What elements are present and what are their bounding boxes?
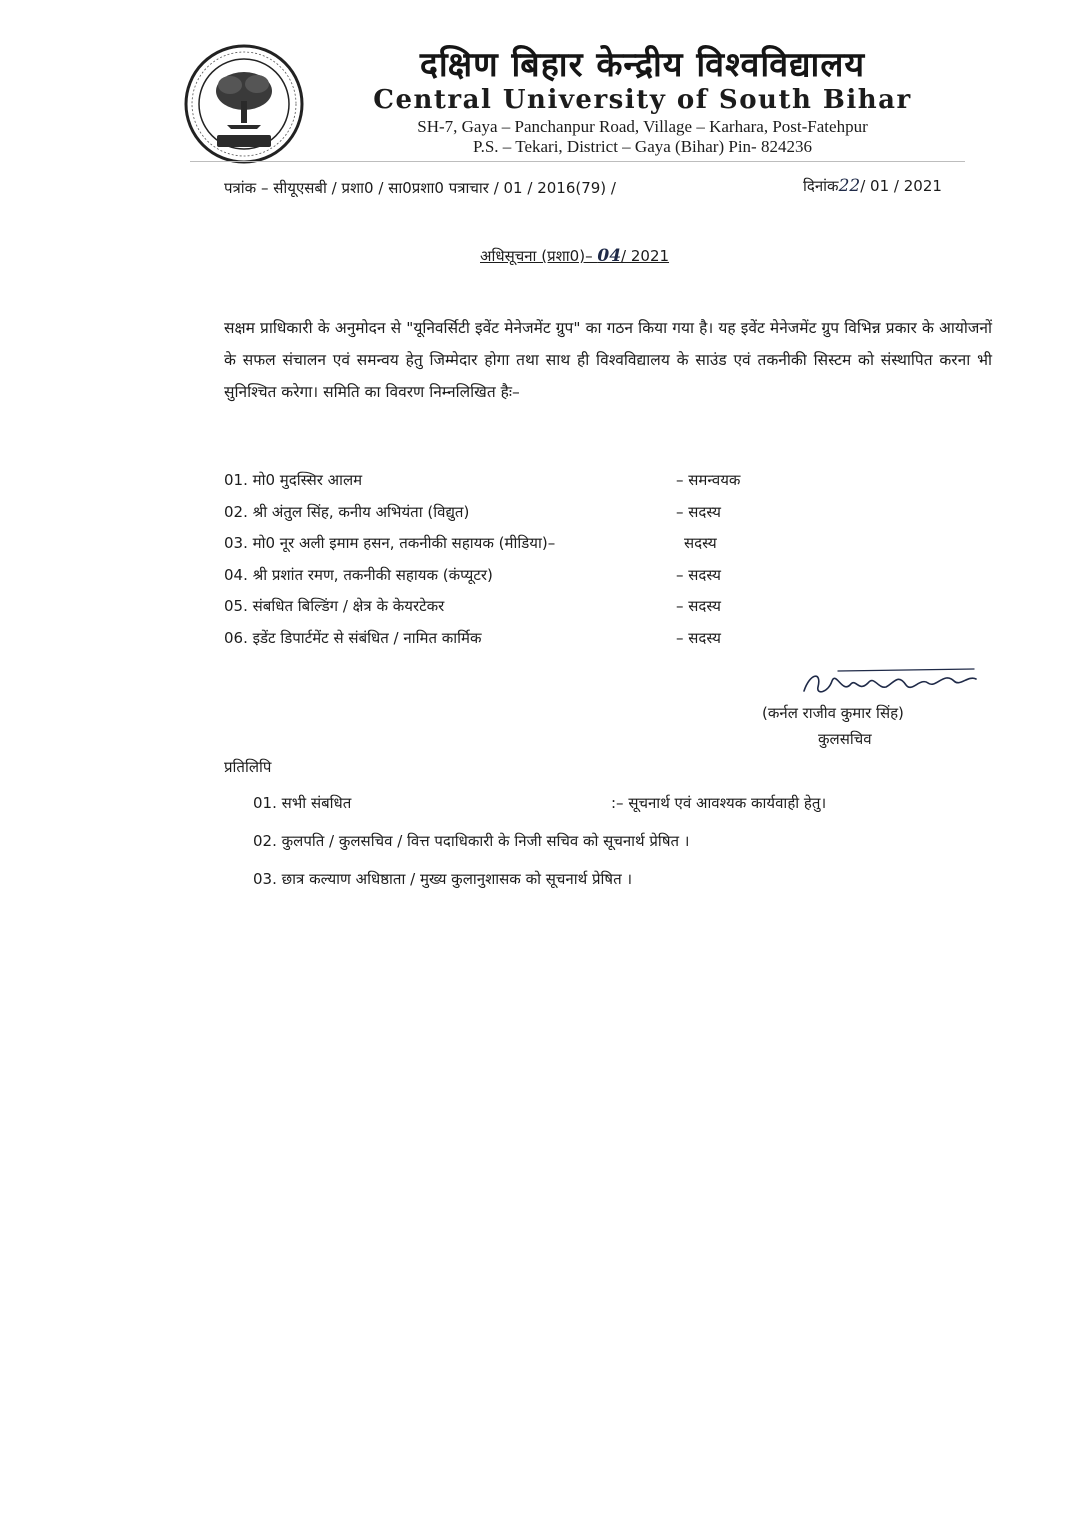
member-role: – सदस्य [676,597,721,615]
notification-title-prefix: अधिसूचना (प्रशा0)– [480,247,598,265]
notification-title [480,246,669,266]
committee-members-list [224,470,824,659]
registrar-signature [798,663,988,703]
copy-to-item [253,869,953,907]
letter-reference-number: पत्रांक – सीयूएसबी / प्रशा0 / सा0प्रशा0 पत्राचार / 01 / 2016(79) / [224,179,616,197]
member-row [224,502,824,534]
member-name: 02. श्री अंतुल सिंह, कनीय अभियंता (विद्युत) [224,502,470,521]
copy-to-recipient: 02. कुलपति / कुलसचिव / वित्त पदाधिकारी के निजी सचिव को सूचनार्थ प्रेषित । [253,832,690,850]
member-role: – समन्वयक [676,471,741,489]
member-row [224,470,824,502]
member-role: – सदस्य [676,628,721,647]
member-name: 06. इडेंट डिपार्टमेंट से संबंधित / नामित कार्मिक [224,628,482,647]
address-line-2: P.S. – Tekari, District – Gaya (Bihar) Pin- 824236 [473,137,812,156]
copy-to-purpose: :– सूचनार्थ एवं आवश्यक कार्यवाही हेतु। [611,794,827,812]
copy-to-item [253,793,953,831]
member-row [224,565,824,597]
member-name: 04. श्री प्रशांत रमण, तकनीकी सहायक (कंप्यूटर) [224,565,493,584]
university-seal-logo [183,43,305,165]
address-line-1: SH-7, Gaya – Panchanpur Road, Village – Karhara, Post-Fatehpur [417,117,868,136]
copy-to-recipient: 03. छात्र कल्याण अधिष्ठाता / मुख्य कुलानुशासक को सूचनार्थ प्रेषित । [253,870,633,888]
member-name: 01. मो0 मुदस्सिर आलम [224,471,363,489]
member-row [224,628,824,660]
notification-number-handwritten: 04 [597,246,622,266]
signatory-designation: कुलसचिव [818,730,872,748]
signatory-name: (कर्नल राजीव कुमार सिंह) [762,704,904,722]
university-name-english: Central University of South Bihar [373,85,912,115]
member-role: – सदस्य [676,502,721,521]
member-role: – सदस्य [676,565,721,584]
letterhead-divider [190,161,965,162]
notification-body: सक्षम प्राधिकारी के अनुमोदन से "यूनिवर्सिटी इवेंट मेनेजमेंट ग्रुप" का गठन किया गया है। यह इवेंट मेनेजमेंट ग्रुप विभिन्न प्रकार के आयोजनों के सफल संचालन एवं समन्वय हेतु जिम्मेदार होगा तथा साथ ही विश्वविद्यालय के साउंड एवं तकनीकी सिस्टम को संस्थापित करना भी सुनिश्चित करेगा। समिति का विवरण निम्नलिखित हैः– [224,319,992,401]
member-role: सदस्य [684,534,717,552]
date-label: दिनांक [803,177,839,195]
member-name: 03. मो0 नूर अली इमाम हसन, तकनीकी सहायक (मीडिया)– [224,534,556,552]
university-name-hindi: दक्षिण बिहार केन्द्रीय विश्वविद्यालय [419,45,866,85]
date-day-handwritten: 22 [838,176,861,196]
member-name: 05. संबधित बिल्डिंग / क्षेत्र के केयरटेकर [224,597,445,615]
member-row [224,533,824,565]
member-row [224,596,824,628]
copy-to-item [253,831,953,869]
copy-to-list [253,793,953,907]
notification-title-suffix: / 2021 [621,247,670,265]
copy-to-heading: प्रतिलिपि [224,758,272,776]
copy-to-recipient: 01. सभी संबधित [253,794,352,812]
date-month-year: / 01 / 2021 [860,177,942,195]
letter-date [803,176,942,196]
